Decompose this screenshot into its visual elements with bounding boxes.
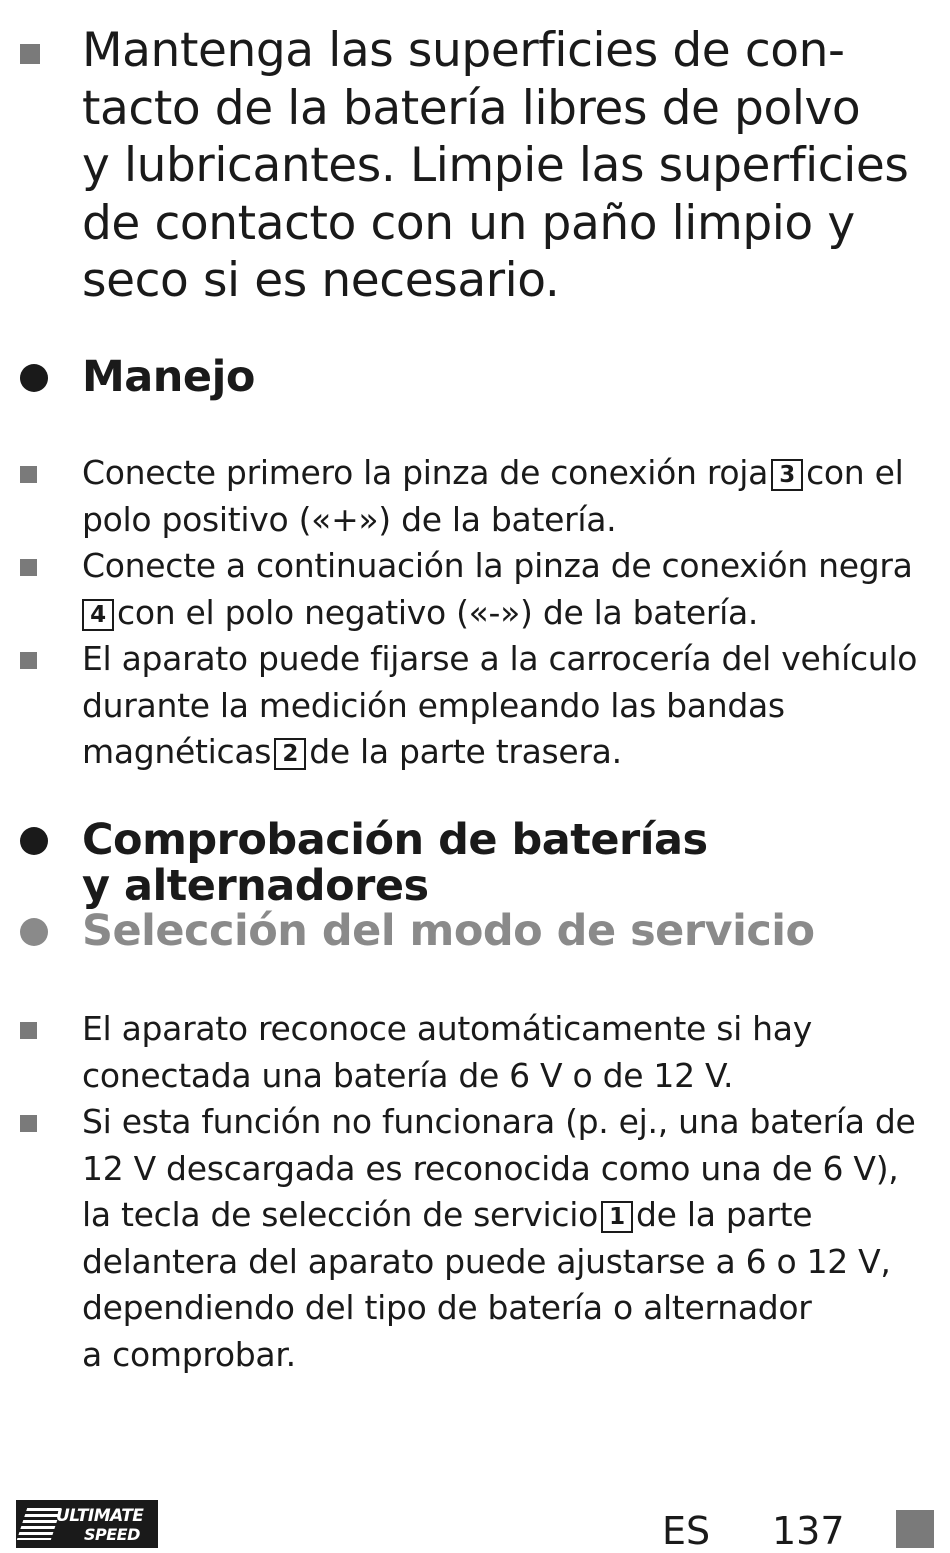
list-item-mode-select — [0, 1099, 950, 1378]
intro-line: seco si es necesario. — [82, 253, 560, 308]
item-text: durante la medición empleando las bandas — [82, 685, 785, 725]
logo-stripes-icon — [17, 1508, 61, 1540]
section-title: Comprobación de baterías — [82, 815, 708, 865]
item-text: dependiendo del tipo de batería o alternador — [82, 1288, 812, 1327]
brand-logo — [16, 1500, 158, 1548]
list-item-connect-black — [0, 543, 950, 636]
part-reference-badge: 2 — [274, 738, 306, 770]
square-bullet-icon — [20, 1115, 37, 1132]
part-reference-badge: 1 — [601, 1201, 633, 1233]
round-bullet-icon — [20, 364, 48, 392]
square-bullet-icon — [20, 466, 37, 483]
part-reference-badge: 3 — [771, 459, 803, 491]
round-bullet-icon — [20, 918, 48, 946]
page-marker-icon — [896, 1510, 934, 1548]
section-title: y alternadores — [82, 861, 429, 911]
item-text: la tecla de selección de servicio — [82, 1195, 599, 1234]
language-code: ES — [662, 1509, 711, 1553]
heading-manejo — [0, 354, 950, 400]
intro-text — [82, 22, 942, 310]
section-title: Manejo — [82, 352, 255, 402]
square-bullet-icon — [20, 1022, 37, 1039]
heading-comprobacion — [0, 817, 950, 909]
list-item-auto-detect — [0, 1006, 950, 1099]
item-text: con el — [806, 453, 904, 492]
section-title: Selección del modo de servicio — [82, 906, 815, 956]
intro-line: Mantenga las superficies de con- — [82, 23, 845, 78]
item-text: Conecte a continuación la pinza de conexión negra — [82, 546, 913, 585]
list-item-connect-red — [0, 450, 950, 543]
logo-text: ULTIMATE — [56, 1506, 144, 1526]
item-text: magnéticas — [82, 732, 272, 771]
logo-text: SPEED — [84, 1525, 140, 1544]
intro-paragraph — [0, 22, 950, 310]
square-bullet-icon — [20, 559, 37, 576]
item-text: con el polo negativo («-») de la batería. — [117, 592, 759, 632]
intro-line: de contacto con un paño limpio y — [82, 195, 855, 251]
item-text: polo positivo («+») de la batería. — [82, 499, 617, 539]
intro-line: tacto de la batería libres de polvo — [82, 80, 861, 136]
list-item-magnetic-strips — [0, 636, 950, 776]
item-text: El aparato reconoce automáticamente si hay — [82, 1009, 812, 1048]
item-text: conectada una batería de 6 V o de 12 V. — [82, 1055, 734, 1095]
item-text: El aparato puede fijarse a la carrocería del vehículo — [82, 639, 918, 678]
round-bullet-icon — [20, 827, 48, 855]
part-reference-badge: 4 — [82, 599, 114, 631]
item-text: 12 V descargada es reconocida como una de 6 V), — [82, 1148, 899, 1188]
page-number: 137 — [772, 1509, 845, 1553]
intro-line: y lubricantes. Limpie las superficies — [82, 138, 909, 193]
item-text: delantera del aparato puede ajustarse a 6 o 12 V, — [82, 1241, 891, 1281]
item-text: de la parte — [636, 1195, 813, 1234]
item-text: Si esta función no funcionara (p. ej., una batería de — [82, 1102, 916, 1141]
item-text: a comprobar. — [82, 1334, 296, 1374]
heading-seleccion — [0, 908, 950, 954]
item-text: de la parte trasera. — [309, 732, 622, 771]
square-bullet-icon — [20, 652, 37, 669]
square-bullet-icon — [20, 44, 40, 64]
item-text: Conecte primero la pinza de conexión roja — [82, 453, 769, 492]
